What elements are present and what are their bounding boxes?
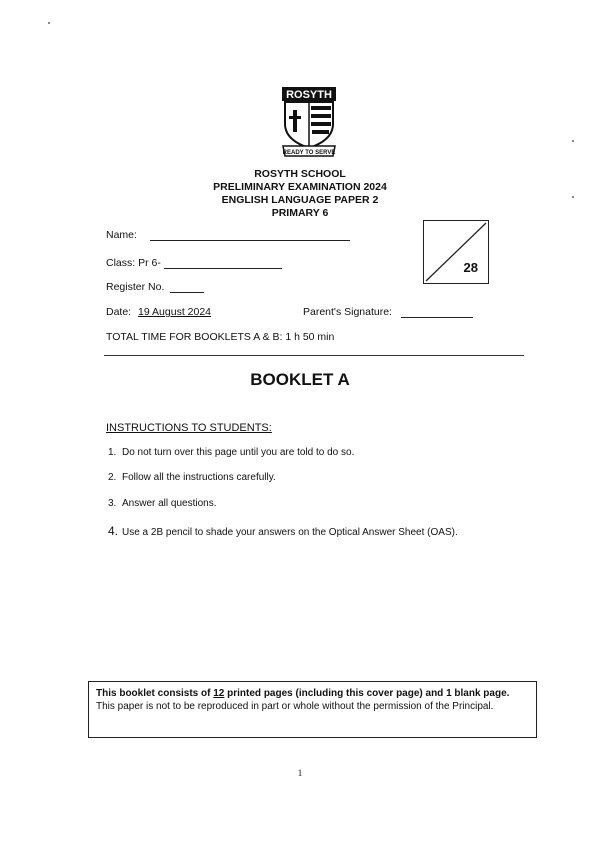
- register-field: [106, 281, 204, 293]
- page-count-line: [89, 682, 536, 700]
- copyright-notice: This paper is not to be reproduced in part or whole without the permission of the Principal.: [96, 701, 494, 712]
- crest-shield-icon: [281, 86, 337, 158]
- instruction-number: 2.: [108, 472, 117, 483]
- instruction-text: Do not turn over this page until you are told to do so.: [122, 447, 355, 458]
- class-label: Class: Pr 6-: [106, 257, 161, 269]
- crest-motto-text: READY TO SERVE: [282, 150, 336, 156]
- instruction-text: Follow all the instructions carefully.: [122, 472, 276, 483]
- register-line[interactable]: [170, 281, 204, 293]
- booklet-title: BOOKLET A: [250, 370, 350, 389]
- class-field: [106, 257, 282, 269]
- crest-banner-text: ROSYTH: [286, 89, 332, 101]
- school-crest: [281, 86, 337, 158]
- scan-speck: [572, 196, 574, 198]
- page-count-post: printed pages (including this cover page) and 1 blank page.: [224, 688, 510, 699]
- instruction-item: [108, 498, 217, 509]
- instruction-number: 4.: [108, 524, 119, 538]
- date-value: 19 August 2024: [138, 306, 212, 318]
- paper-title: ENGLISH LANGUAGE PAPER 2: [221, 194, 379, 206]
- exam-title: PRELIMINARY EXAMINATION 2024: [213, 181, 387, 193]
- scan-speck: [572, 140, 574, 142]
- date-label: Date:: [106, 306, 132, 318]
- page-count-pre: This booklet consists of: [96, 688, 214, 699]
- instruction-item: [108, 524, 458, 538]
- signature-line[interactable]: [401, 306, 473, 318]
- school-name: ROSYTH SCHOOL: [254, 168, 346, 180]
- scan-speck: [48, 22, 50, 24]
- instruction-text: Answer all questions.: [122, 498, 217, 509]
- page-count-number: 12: [213, 688, 225, 699]
- signature-field: [303, 306, 473, 318]
- page-number: 1: [297, 768, 303, 778]
- level-title: PRIMARY 6: [271, 207, 329, 219]
- signature-label: Parent's Signature:: [303, 306, 392, 318]
- instruction-text: Use a 2B pencil to shade your answers on the Optical Answer Sheet (OAS).: [122, 527, 458, 538]
- date-field: [106, 306, 211, 318]
- instruction-number: 1.: [108, 447, 117, 458]
- total-time: TOTAL TIME FOR BOOKLETS A & B: 1 h 50 min: [106, 331, 335, 343]
- name-label: Name:: [106, 229, 137, 241]
- score-total: 28: [463, 260, 478, 275]
- instruction-item: [108, 447, 354, 458]
- instruction-number: 3.: [108, 498, 117, 509]
- name-line[interactable]: [150, 229, 350, 241]
- name-field: [106, 229, 350, 241]
- instruction-item: [108, 472, 276, 483]
- booklet-info-box: [88, 681, 537, 738]
- instructions-heading: INSTRUCTIONS TO STUDENTS:: [106, 422, 272, 434]
- register-label: Register No.: [106, 281, 165, 293]
- class-line[interactable]: [164, 257, 282, 269]
- score-box: [423, 220, 489, 284]
- score-diagonal-icon: [424, 221, 488, 283]
- divider: [104, 355, 524, 356]
